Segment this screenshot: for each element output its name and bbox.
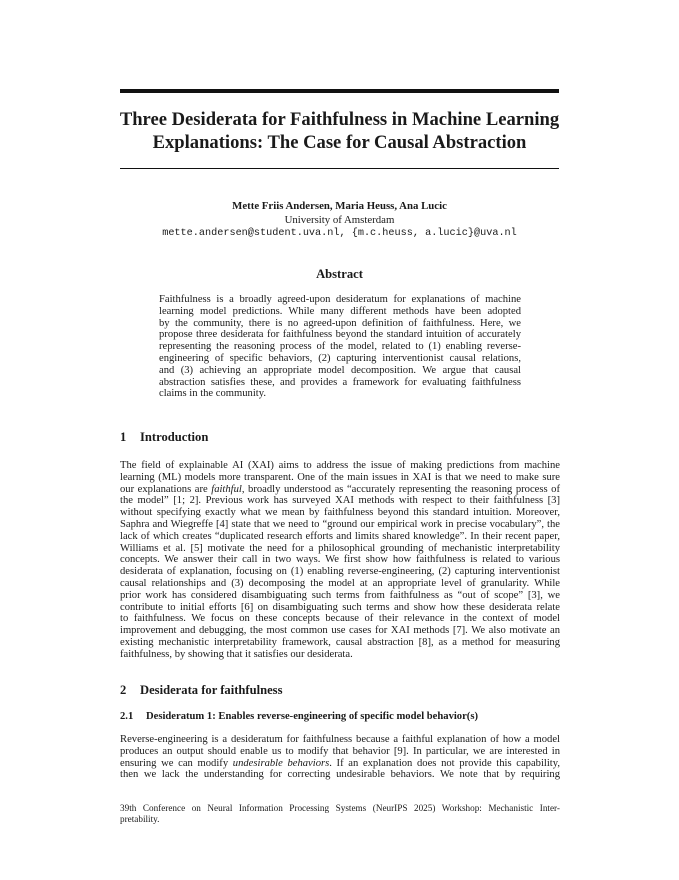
body-line: contribute to initial efforts [6] on disambiguating such terms and show how these desiderata relate bbox=[120, 601, 560, 613]
author-emails: mette.andersen@student.uva.nl, {m.c.heuss, a.lucic}@uva.nl bbox=[162, 228, 517, 239]
body-line: prior work has considered disambiguating such terms from faithfulness as “out of scope” [3], we bbox=[120, 589, 560, 601]
body-line: improvement and debugging, the most common use cases for XAI methods [7]. We also motivate an bbox=[120, 625, 560, 637]
body-line: ensuring we can modify undesirable behaviors. If an explanation does not provide this capability, bbox=[120, 757, 560, 769]
abstract-heading: Abstract bbox=[316, 267, 363, 281]
title-top-rule bbox=[120, 89, 559, 93]
subsection-number: 2.1 bbox=[120, 711, 134, 722]
abstract-body bbox=[159, 294, 521, 400]
body-line: learning (ML) models more transparent. One of the main issues in XAI is that we need to make sure bbox=[120, 471, 560, 483]
emphasis-undesirable-behaviors: undesirable behaviors bbox=[232, 757, 330, 769]
body-line: Saphra and Wiegreffe [4] state that we need to “ground our empirical work in precise vocabulary”, the bbox=[120, 518, 560, 530]
subsection-title: Desideratum 1: Enables reverse-engineering of specific model behavior(s) bbox=[146, 711, 478, 722]
abstract-line: propose three desiderata for faithfulness beyond the standard intuition of accurately bbox=[159, 329, 521, 341]
abstract-line: engineering of specific behaviors, (2) capturing interventionist causal relations, bbox=[159, 352, 521, 364]
section-title: Introduction bbox=[140, 430, 209, 444]
section-heading-desiderata bbox=[120, 683, 560, 698]
section-number: 1 bbox=[120, 430, 127, 444]
abstract-line: learning model predictions. While many different methods have been adopted bbox=[159, 305, 521, 317]
body-line: faithfulness, by showing that it satisfies our desiderata. bbox=[120, 648, 353, 660]
footnote-line: 39th Conference on Neural Information Processing Systems (NeurIPS 2025) Workshop: Mechanistic Inter- bbox=[120, 803, 560, 813]
body-line: then we lack the understanding for correcting undesirable behaviors. We note that by requiring bbox=[120, 769, 560, 781]
paper-title bbox=[100, 108, 579, 154]
body-line: Reverse-engineering is a desideratum for faithfulness because a faithful explanation of how a model bbox=[120, 734, 560, 745]
section-number: 2 bbox=[120, 683, 127, 697]
conference-footnote bbox=[120, 803, 560, 826]
abstract-line: by the community, there is no agreed-upon definition of faithfulness. Here, we bbox=[159, 317, 521, 329]
abstract-line: representing the reasoning process of the model, related to (1) enabling reverse- bbox=[159, 341, 521, 353]
emphasis-faithful: faithful bbox=[211, 483, 242, 495]
introduction-paragraph bbox=[120, 460, 560, 661]
body-line: lack of which creates “duplicated research efforts and limits shared knowledge”. In their recent paper, bbox=[120, 530, 560, 542]
subsection-heading-desideratum-1 bbox=[120, 711, 560, 722]
body-line: Williams et al. [5] motivate the need for a philosophical grounding of mechanistic interpretability bbox=[120, 542, 560, 554]
abstract-line: abstraction satisfies these, and provides a framework for evaluating faithfulness bbox=[159, 376, 521, 388]
title-line: Three Desiderata for Faithfulness in Machine Learning bbox=[119, 109, 560, 130]
footnote-line: pretability. bbox=[120, 814, 160, 825]
section-title: Desiderata for faithfulness bbox=[140, 683, 283, 697]
title-bottom-rule bbox=[120, 168, 559, 169]
body-line: without specifying exactly what we mean by faithfulness beyond this standard intuition. Moreover, bbox=[120, 507, 560, 519]
abstract-line: claims in the community. bbox=[159, 388, 266, 400]
section-heading-introduction bbox=[120, 430, 560, 445]
body-line: causal relationships and (3) decomposing the model at an appropriate level of granularity. While bbox=[120, 577, 560, 589]
body-line: desiderata of explanation, focusing on (1) enabling reverse-engineering, (2) capturing interventionist bbox=[120, 566, 560, 578]
author-names: Mette Friis Andersen, Maria Heuss, Ana Lucic bbox=[232, 200, 447, 212]
body-line: our explanations are faithful, broadly understood as “accurately representing the reasoning process of bbox=[120, 483, 560, 495]
author-block bbox=[100, 200, 579, 241]
body-line: produces an output should enable us to modify that behavior [9]. In particular, we are interested in bbox=[120, 745, 560, 757]
abstract-line: and (3) achieving an appropriate model decomposition. We argue that causal bbox=[159, 364, 521, 376]
body-line: existing mechanistic interpretability framework, causal abstraction [8], as a method for measuring bbox=[120, 636, 560, 648]
body-line: the model” [1; 2]. Previous work has surveyed XAI methods with respect to their faithfulness [3] bbox=[120, 495, 560, 507]
body-line: concepts. We answer their call in two ways. We first show how faithfulness is related to various bbox=[120, 554, 560, 566]
abstract-line: Faithfulness is a broadly agreed-upon desideratum for explanations of machine bbox=[159, 294, 521, 305]
body-line: The field of explainable AI (XAI) aims to address the issue of making predictions from machine bbox=[120, 460, 560, 471]
body-line: to faithfulness. We focus on these concepts because of their relevance in the context of model bbox=[120, 613, 560, 625]
desideratum-1-paragraph bbox=[120, 734, 560, 781]
title-line: Explanations: The Case for Causal Abstraction bbox=[152, 132, 527, 153]
author-affiliation: University of Amsterdam bbox=[284, 213, 395, 226]
